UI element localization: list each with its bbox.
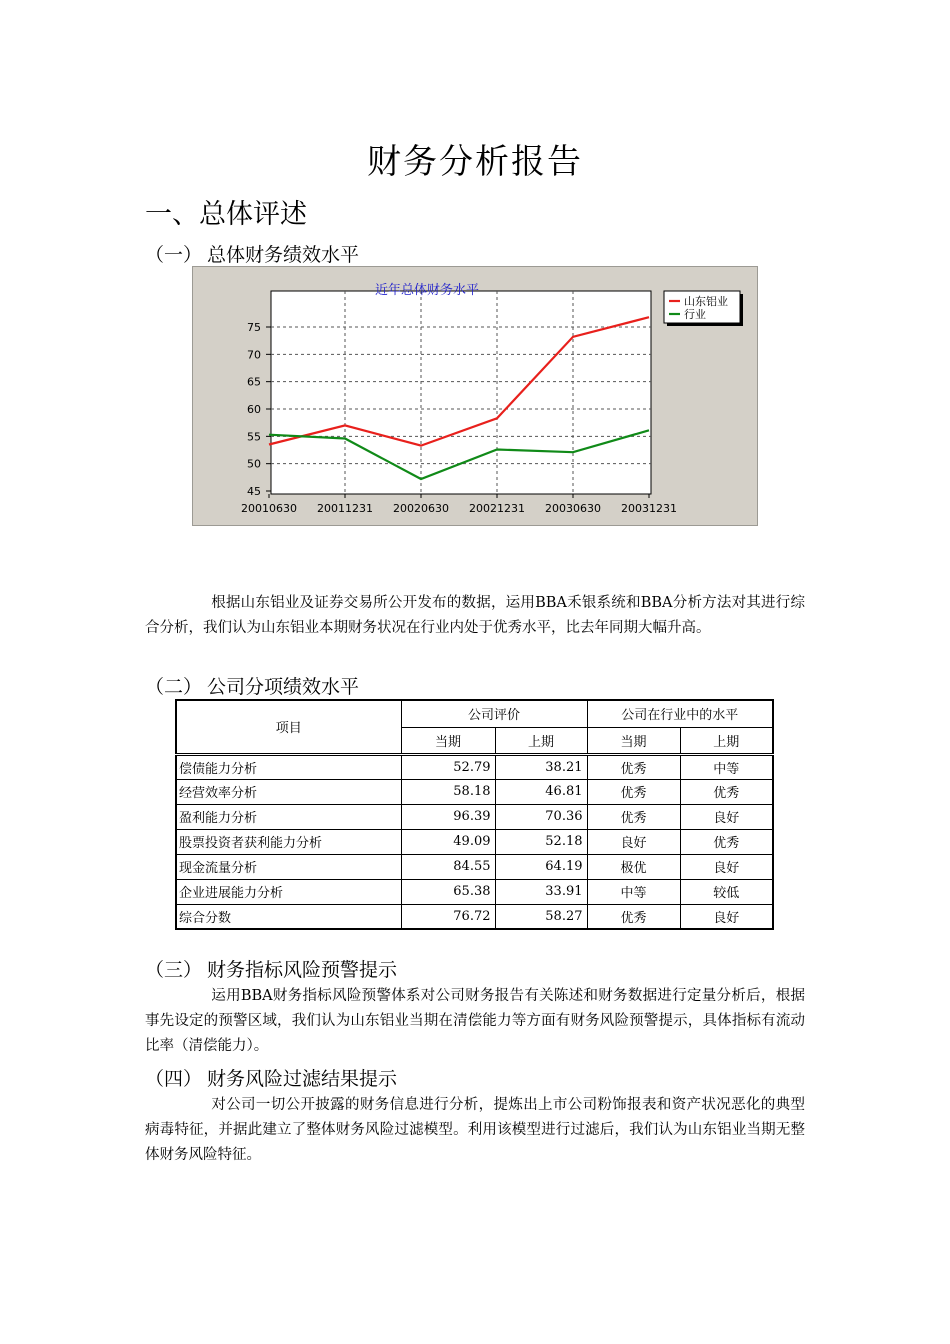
y-tick-label: 70: [247, 348, 261, 362]
subheading-number: （四）: [145, 1068, 203, 1090]
subheading-text: 财务风险过滤结果提示: [207, 1068, 398, 1090]
header-industry-level: 公司在行业中的水平: [587, 700, 773, 727]
subheading-text: 公司分项绩效水平: [207, 676, 360, 698]
table-row: [176, 879, 773, 904]
y-tick-label: 45: [247, 485, 261, 498]
table-row: [176, 904, 773, 929]
x-tick-label: 20030630: [545, 502, 601, 515]
row-current-level: 优秀: [587, 804, 680, 829]
subheading-overall-performance: [145, 240, 359, 267]
row-name: 股票投资者获利能力分析: [176, 829, 401, 854]
legend-label: 行业: [684, 308, 706, 321]
overall-summary-text: 根据山东铝业及证券交易所公开发布的数据，运用BBA禾银系统和BBA分析方法对其进行综合分析，我们认为山东铝业本期财务状况在行业内处于优秀水平，比去年同期大幅升高。: [145, 595, 805, 636]
risk-filter-paragraph: [145, 1093, 805, 1168]
header-current: 当期: [587, 727, 680, 754]
subheading-item-performance: [145, 672, 359, 699]
row-previous-score: 52.18: [495, 829, 587, 854]
chart-title: 近年总体财务水平: [374, 283, 480, 298]
row-current-level: 优秀: [587, 779, 680, 804]
subheading-risk-filter: [145, 1064, 397, 1091]
row-previous-score: 58.27: [495, 904, 587, 929]
risk-warning-paragraph: [145, 984, 805, 1059]
overall-summary-paragraph: [145, 591, 805, 641]
row-previous-score: 33.91: [495, 879, 587, 904]
row-current-score: 58.18: [401, 779, 495, 804]
risk-filter-text: 对公司一切公开披露的财务信息进行分析，提炼出上市公司粉饰报表和资产状况恶化的典型病毒特征，并据此建立了整体财务风险过滤模型。利用该模型进行过滤后，我们认为山东铝业当期无整体财务风险特征。: [145, 1097, 805, 1163]
row-current-score: 84.55: [401, 854, 495, 879]
table-header-row: [176, 700, 773, 727]
row-current-level: 优秀: [587, 904, 680, 929]
table-row: [176, 754, 773, 779]
subheading-number: （三）: [145, 959, 203, 981]
document-title: 财务分析报告: [367, 142, 583, 182]
legend-label: 山东铝业: [684, 295, 728, 308]
row-previous-level: 良好: [680, 904, 773, 929]
subheading-text: 总体财务绩效水平: [207, 244, 360, 266]
y-tick-label: 60: [247, 403, 261, 416]
row-name: 企业进展能力分析: [176, 879, 401, 904]
y-tick-label: 50: [247, 457, 261, 471]
row-name: 偿债能力分析: [176, 754, 401, 779]
header-company-evaluation: 公司评价: [401, 700, 587, 727]
legend: [664, 291, 743, 326]
header-previous: 上期: [680, 727, 773, 754]
table-row: [176, 854, 773, 879]
subheading-number: （一）: [145, 244, 203, 266]
row-previous-score: 38.21: [495, 754, 587, 779]
row-current-score: 96.39: [401, 804, 495, 829]
header-previous: 上期: [495, 727, 587, 754]
row-current-score: 65.38: [401, 879, 495, 904]
row-previous-level: 优秀: [680, 829, 773, 854]
row-previous-score: 64.19: [495, 854, 587, 879]
row-current-level: 良好: [587, 829, 680, 854]
row-current-score: 49.09: [401, 829, 495, 854]
row-previous-level: 中等: [680, 754, 773, 779]
row-current-level: 极优: [587, 854, 680, 879]
x-tick-label: 20021231: [469, 502, 525, 515]
row-previous-level: 优秀: [680, 779, 773, 804]
row-previous-level: 良好: [680, 854, 773, 879]
table-row: [176, 804, 773, 829]
row-current-level: 优秀: [587, 754, 680, 779]
table-body: [176, 754, 773, 929]
row-name: 盈利能力分析: [176, 804, 401, 829]
header-item: 项目: [176, 700, 401, 754]
y-tick-label: 55: [247, 430, 261, 444]
table-row: [176, 829, 773, 854]
x-tick-label: 20011231: [317, 502, 373, 515]
x-tick-label: 20010630: [241, 502, 297, 515]
x-tick-label: 20031231: [621, 502, 677, 515]
row-current-score: 52.79: [401, 754, 495, 779]
performance-chart: [192, 266, 758, 526]
row-previous-level: 良好: [680, 804, 773, 829]
subheading-risk-warning: [145, 955, 397, 982]
row-previous-level: 较低: [680, 879, 773, 904]
chart-canvas: [193, 267, 759, 527]
subheading-number: （二）: [145, 676, 203, 698]
row-name: 现金流量分析: [176, 854, 401, 879]
x-tick-label: 20020630: [393, 502, 449, 515]
table-row: [176, 779, 773, 804]
row-current-level: 中等: [587, 879, 680, 904]
row-name: 经营效率分析: [176, 779, 401, 804]
y-tick-label: 65: [247, 375, 261, 389]
subheading-text: 财务指标风险预警提示: [207, 959, 398, 981]
row-previous-score: 46.81: [495, 779, 587, 804]
row-name: 综合分数: [176, 904, 401, 929]
row-previous-score: 70.36: [495, 804, 587, 829]
y-tick-label: 75: [247, 321, 261, 334]
row-current-score: 76.72: [401, 904, 495, 929]
risk-warning-text: 运用BBA财务指标风险预警体系对公司财务报告有关陈述和财务数据进行定量分析后，根据事先设定的预警区域，我们认为山东铝业当期在清偿能力等方面有财务风险预警提示，具体指标有流动比率（清偿能力）。: [145, 988, 805, 1054]
performance-table: [175, 699, 774, 930]
section-heading-overview: 一、总体评述: [145, 199, 307, 230]
header-current: 当期: [401, 727, 495, 754]
